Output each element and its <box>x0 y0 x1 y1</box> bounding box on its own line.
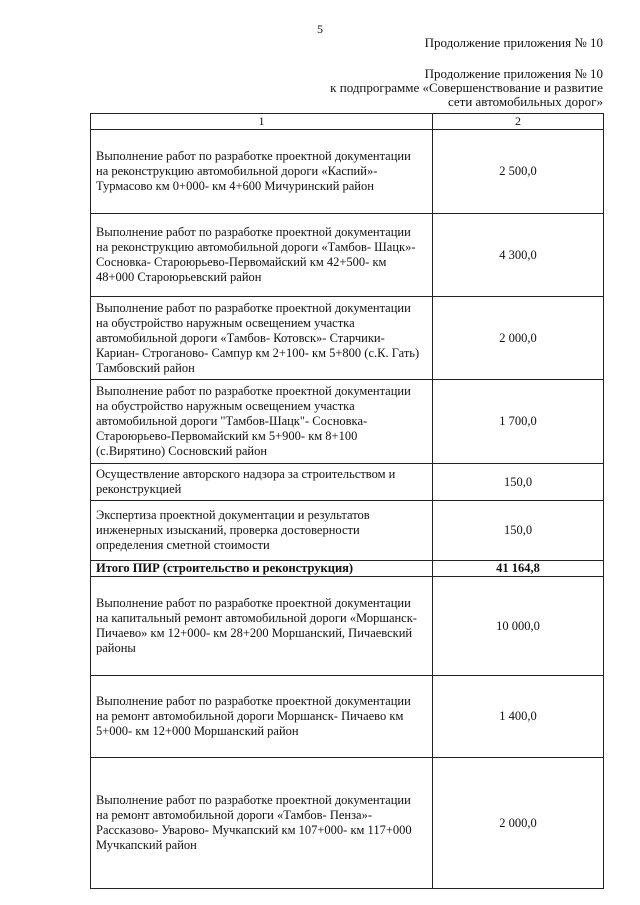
row-amount: 2 000,0 <box>433 758 604 889</box>
row-description: Выполнение работ по разработке проектной документации на ремонт автомобильной дороги Моршанск- Пичаево км 5+000- км 12+000 Моршанский район <box>91 676 433 758</box>
total-label: Итого ПИР (строительство и реконструкция) <box>91 561 433 577</box>
row-description: Экспертиза проектной документации и результатов инженерных изысканий, проверка достоверности определения сметной стоимости <box>91 501 433 561</box>
row-amount: 4 300,0 <box>433 214 604 297</box>
table-row <box>91 130 604 214</box>
row-description: Выполнение работ по разработке проектной документации на реконструкцию автомобильной дороги «Тамбов- Шацк»-Сосновка- Староюрьево-Первомайский км 42+500- км 48+000 Староюрьевский район <box>91 214 433 297</box>
appendix-reference-line-1: Продолжение приложения № 10 <box>424 66 603 81</box>
row-description: Выполнение работ по разработке проектной документации на реконструкцию автомобильной дороги «Каспий»- Турмасово км 0+000- км 4+600 Мичуринский район <box>91 130 433 214</box>
table-row <box>91 464 604 501</box>
row-amount: 10 000,0 <box>433 577 604 676</box>
row-amount: 2 000,0 <box>433 297 604 380</box>
table-row <box>91 297 604 380</box>
row-amount: 1 400,0 <box>433 676 604 758</box>
appendix-continuation-text: Продолжение приложения № 10 <box>424 35 603 50</box>
table-header-row <box>91 114 604 130</box>
total-amount: 41 164,8 <box>433 561 604 577</box>
table-row <box>91 380 604 464</box>
column-header-2: 2 <box>433 114 604 130</box>
table-row <box>91 501 604 561</box>
appendix-reference-block <box>330 67 603 109</box>
row-description: Выполнение работ по разработке проектной документации на капитальный ремонт автомобильной дороги «Моршанск- Пичаево» км 12+000- км 28+200 Моршанский, Пичаевский районы <box>91 577 433 676</box>
appendix-reference-line-3: сети автомобильных дорог» <box>447 94 603 109</box>
row-description: Выполнение работ по разработке проектной документации на обустройство наружным освещением участка автомобильной дороги «Тамбов- Котовск»- Старчики- Кариан- Строганово- Сампур км 2+100- км 5+800 (с.К. Гать) Тамбовский район <box>91 297 433 380</box>
column-header-1: 1 <box>91 114 433 130</box>
row-description: Выполнение работ по разработке проектной документации на ремонт автомобильной дороги «Тамбов- Пенза»- Рассказово- Уварово- Мучкапский км 107+000- км 117+000 Мучкапский район <box>91 758 433 889</box>
page-number: 5 <box>317 22 323 36</box>
table-row <box>91 214 604 297</box>
row-amount: 2 500,0 <box>433 130 604 214</box>
row-amount: 150,0 <box>433 501 604 561</box>
total-row <box>91 561 604 577</box>
table-row <box>91 577 604 676</box>
row-description: Осуществление авторского надзора за строительством и реконструкцией <box>91 464 433 501</box>
table-row <box>91 758 604 889</box>
budget-table <box>90 113 604 889</box>
table-row <box>91 676 604 758</box>
row-description: Выполнение работ по разработке проектной документации на обустройство наружным освещением участка автомобильной дороги "Тамбов-Шацк"- Сосновка-Староюрьево-Первомайский км 5+900- км 8+100 (с.Вирятино) Сосновский район <box>91 380 433 464</box>
row-amount: 150,0 <box>433 464 604 501</box>
row-amount: 1 700,0 <box>433 380 604 464</box>
appendix-reference-line-2: к подпрограмме «Совершенствование и развитие <box>330 80 603 95</box>
appendix-continuation-heading <box>425 36 603 50</box>
